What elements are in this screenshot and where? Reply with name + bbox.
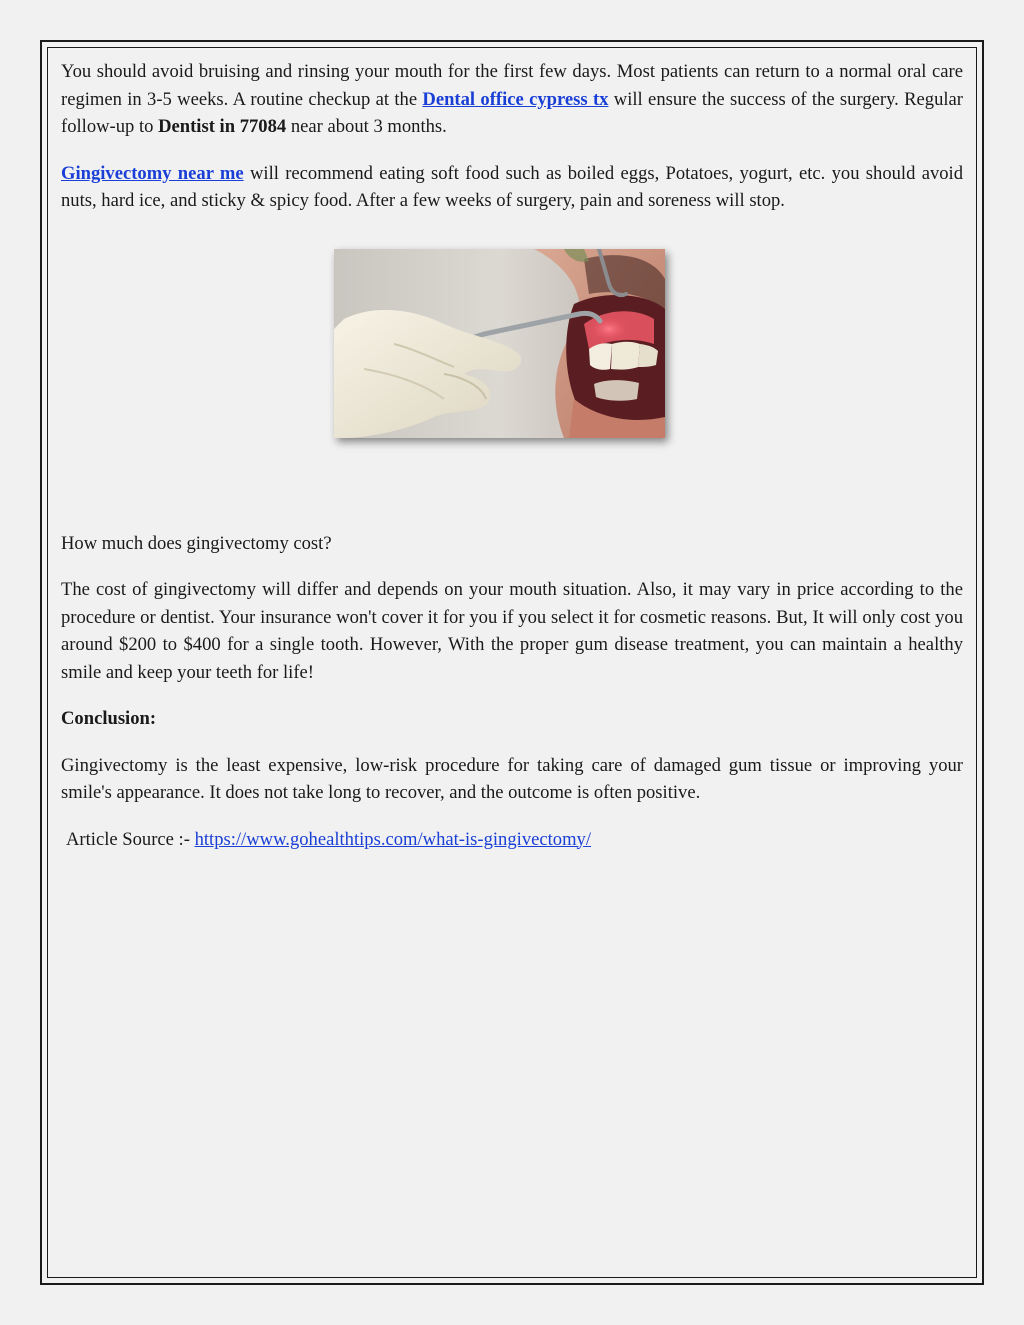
para1-text-3: near about 3 months. [286, 116, 447, 137]
source-url-link[interactable]: https://www.gohealthtips.com/what-is-gingivectomy/ [194, 828, 592, 850]
para2-text: will recommend eating soft food such as boiled eggs, Potatoes, yogurt, etc. you should avoid nuts, hard ice, and sticky & spicy food. After a few weeks of surgery, pain and soreness will stop. [61, 162, 964, 211]
article-source [66, 826, 963, 854]
paragraph-cost: The cost of gingivectomy will differ and depends on your mouth situation. Also, it may vary in price according to the procedure or dentist. Your insurance won't cover it for you if you select it for cosmetic reasons. But, It will only cost you around $200 to $400 for a single tooth. However, With the proper gum disease treatment, you can maintain a healthy smile and keep your teeth for life! [61, 579, 963, 683]
para1-text-1: You should avoid bruising and rinsing your mouth for the first few days. Most patients can return to a normal oral care regimen in 3-5 weeks. A routine checkup at the [61, 61, 963, 110]
conclusion-heading: Conclusion: [61, 708, 157, 729]
figure-container [61, 249, 963, 496]
document-body [61, 58, 963, 872]
para1-text-2: will ensure the success of the surgery. Regular follow-up to [61, 88, 963, 137]
paragraph-conclusion: Gingivectomy is the least expensive, low-risk procedure for taking care of damaged gum tissue or improving your smile's appearance. It does not take long to recover, and the outcome is often positive. [61, 754, 963, 803]
cost-question: How much does gingivectomy cost? [61, 532, 332, 554]
dental-procedure-photo [334, 249, 665, 438]
paragraph-aftercare [61, 58, 963, 141]
paragraph-diet [61, 160, 963, 215]
source-label: Article Source :- [66, 828, 195, 850]
gingivectomy-link[interactable]: Gingivectomy near me [61, 162, 244, 184]
dentist-zip-bold: Dentist in 77084 [158, 116, 287, 137]
dental-office-link[interactable]: Dental office cypress tx [422, 88, 609, 110]
